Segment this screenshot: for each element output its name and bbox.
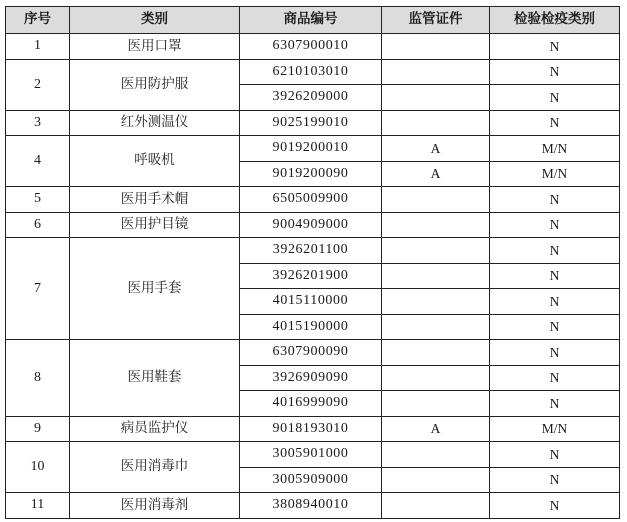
commodity-code-cell: 6505009900 bbox=[240, 187, 382, 213]
commodity-code-cell: 3005901000 bbox=[240, 442, 382, 468]
customs-commodity-table bbox=[5, 6, 620, 519]
inspection-category-cell: N bbox=[490, 85, 620, 111]
table-row bbox=[6, 442, 620, 468]
regulatory-license-cell bbox=[382, 314, 490, 340]
commodity-code-cell: 4015190000 bbox=[240, 314, 382, 340]
regulatory-license-cell bbox=[382, 238, 490, 264]
commodity-code-cell: 9019200010 bbox=[240, 136, 382, 162]
table-header bbox=[6, 7, 620, 34]
category-cell: 医用消毒剂 bbox=[70, 493, 240, 519]
table-row bbox=[6, 110, 620, 136]
header-regulatory-license: 监管证件 bbox=[382, 7, 490, 34]
category-cell: 医用口罩 bbox=[70, 34, 240, 60]
category-cell: 医用鞋套 bbox=[70, 340, 240, 417]
commodity-code-cell: 4016999090 bbox=[240, 391, 382, 417]
inspection-category-cell: M/N bbox=[490, 416, 620, 442]
regulatory-license-cell bbox=[382, 493, 490, 519]
commodity-code-cell: 6210103010 bbox=[240, 59, 382, 85]
category-cell: 呼吸机 bbox=[70, 136, 240, 187]
commodity-code-cell: 3926909090 bbox=[240, 365, 382, 391]
category-cell: 病员监护仪 bbox=[70, 416, 240, 442]
inspection-category-cell: N bbox=[490, 263, 620, 289]
category-cell: 医用护目镜 bbox=[70, 212, 240, 238]
inspection-category-cell: N bbox=[490, 110, 620, 136]
inspection-category-cell: N bbox=[490, 34, 620, 60]
header-inspection-category: 检验检疫类别 bbox=[490, 7, 620, 34]
serial-no-cell: 6 bbox=[6, 212, 70, 238]
regulatory-license-cell bbox=[382, 391, 490, 417]
category-cell: 医用防护服 bbox=[70, 59, 240, 110]
commodity-code-cell: 9018193010 bbox=[240, 416, 382, 442]
inspection-category-cell: N bbox=[490, 314, 620, 340]
inspection-category-cell: N bbox=[490, 365, 620, 391]
table-row bbox=[6, 238, 620, 264]
category-cell: 医用消毒巾 bbox=[70, 442, 240, 493]
commodity-code-cell: 6307900010 bbox=[240, 34, 382, 60]
regulatory-license-cell bbox=[382, 85, 490, 111]
inspection-category-cell: M/N bbox=[490, 161, 620, 187]
inspection-category-cell: M/N bbox=[490, 136, 620, 162]
regulatory-license-cell: A bbox=[382, 416, 490, 442]
regulatory-license-cell bbox=[382, 365, 490, 391]
inspection-category-cell: N bbox=[490, 187, 620, 213]
inspection-category-cell: N bbox=[490, 212, 620, 238]
commodity-code-cell: 3926201100 bbox=[240, 238, 382, 264]
table-row bbox=[6, 187, 620, 213]
commodity-code-cell: 3808940010 bbox=[240, 493, 382, 519]
commodity-code-cell: 4015110000 bbox=[240, 289, 382, 315]
table-row bbox=[6, 416, 620, 442]
regulatory-license-cell: A bbox=[382, 161, 490, 187]
regulatory-license-cell bbox=[382, 467, 490, 493]
commodity-code-cell: 3926201900 bbox=[240, 263, 382, 289]
inspection-category-cell: N bbox=[490, 442, 620, 468]
serial-no-cell: 4 bbox=[6, 136, 70, 187]
inspection-category-cell: N bbox=[490, 238, 620, 264]
regulatory-license-cell bbox=[382, 289, 490, 315]
serial-no-cell: 3 bbox=[6, 110, 70, 136]
regulatory-license-cell: A bbox=[382, 136, 490, 162]
inspection-category-cell: N bbox=[490, 340, 620, 366]
regulatory-license-cell bbox=[382, 110, 490, 136]
header-category: 类别 bbox=[70, 7, 240, 34]
commodity-code-cell: 9019200090 bbox=[240, 161, 382, 187]
table-row bbox=[6, 212, 620, 238]
header-serial-no: 序号 bbox=[6, 7, 70, 34]
serial-no-cell: 8 bbox=[6, 340, 70, 417]
table-row bbox=[6, 136, 620, 162]
header-commodity-code: 商品编号 bbox=[240, 7, 382, 34]
commodity-code-cell: 9004909000 bbox=[240, 212, 382, 238]
regulatory-license-cell bbox=[382, 187, 490, 213]
inspection-category-cell: N bbox=[490, 391, 620, 417]
regulatory-license-cell bbox=[382, 340, 490, 366]
serial-no-cell: 9 bbox=[6, 416, 70, 442]
category-cell: 医用手套 bbox=[70, 238, 240, 340]
commodity-code-cell: 9025199010 bbox=[240, 110, 382, 136]
header-row bbox=[6, 7, 620, 34]
serial-no-cell: 2 bbox=[6, 59, 70, 110]
inspection-category-cell: N bbox=[490, 59, 620, 85]
serial-no-cell: 11 bbox=[6, 493, 70, 519]
serial-no-cell: 7 bbox=[6, 238, 70, 340]
serial-no-cell: 1 bbox=[6, 34, 70, 60]
table-body bbox=[6, 34, 620, 519]
serial-no-cell: 10 bbox=[6, 442, 70, 493]
serial-no-cell: 5 bbox=[6, 187, 70, 213]
commodity-code-cell: 3005909000 bbox=[240, 467, 382, 493]
table-row bbox=[6, 34, 620, 60]
category-cell: 红外测温仪 bbox=[70, 110, 240, 136]
regulatory-license-cell bbox=[382, 59, 490, 85]
table-row bbox=[6, 340, 620, 366]
regulatory-license-cell bbox=[382, 442, 490, 468]
inspection-category-cell: N bbox=[490, 493, 620, 519]
inspection-category-cell: N bbox=[490, 467, 620, 493]
inspection-category-cell: N bbox=[490, 289, 620, 315]
table-row bbox=[6, 493, 620, 519]
table-row bbox=[6, 59, 620, 85]
commodity-code-cell: 6307900090 bbox=[240, 340, 382, 366]
regulatory-license-cell bbox=[382, 212, 490, 238]
commodity-code-cell: 3926209000 bbox=[240, 85, 382, 111]
category-cell: 医用手术帽 bbox=[70, 187, 240, 213]
regulatory-license-cell bbox=[382, 34, 490, 60]
regulatory-license-cell bbox=[382, 263, 490, 289]
